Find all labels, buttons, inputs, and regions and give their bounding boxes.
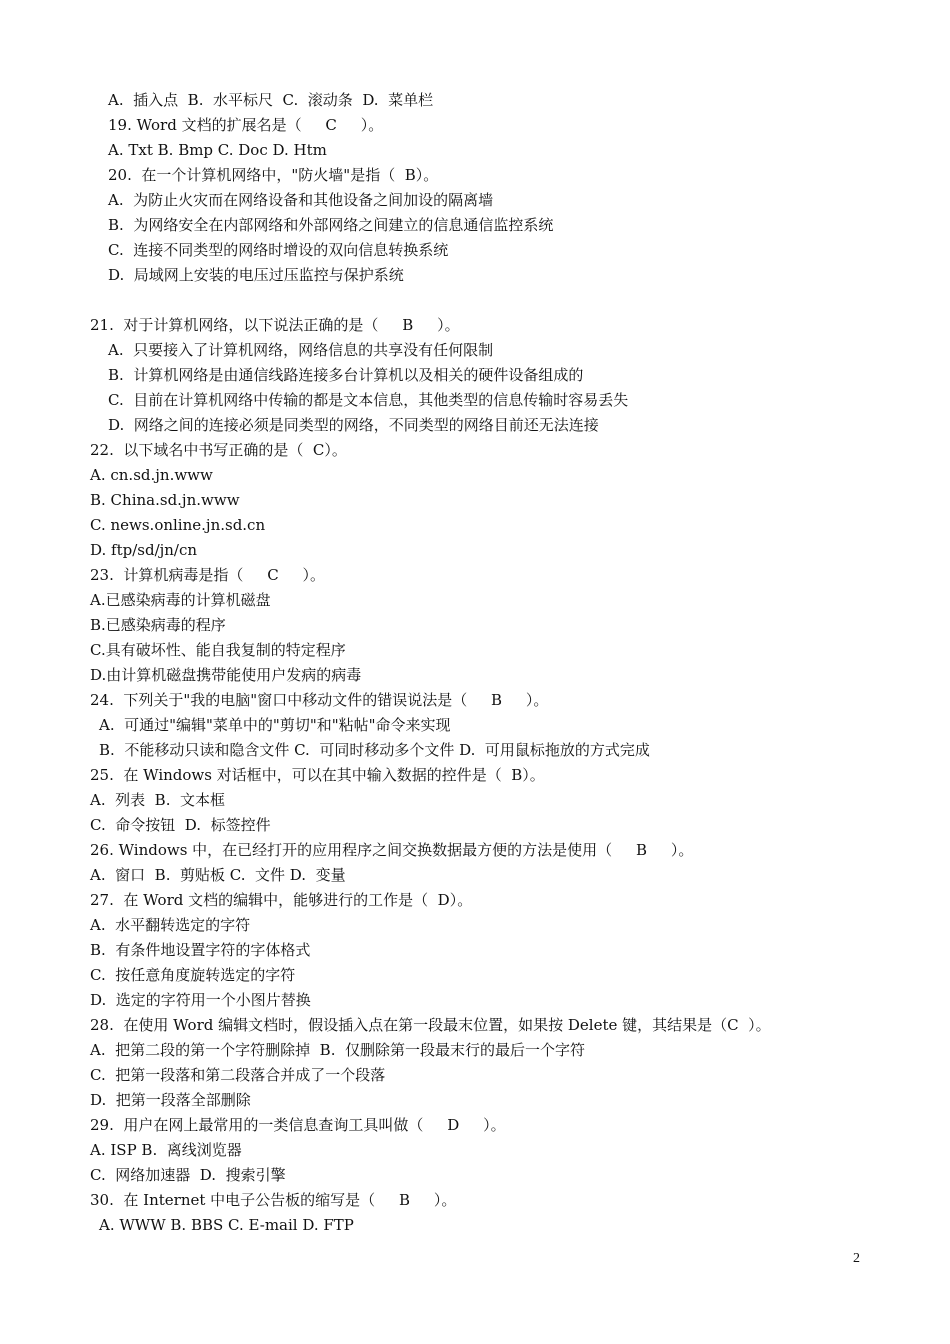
text-line: A. 把第二段的第一个字符删除掉 B. 仅删除第一段最末行的最后一个字符 bbox=[90, 1041, 586, 1059]
text-line: 20. 在一个计算机网络中，"防火墙"是指（ B）。 bbox=[108, 166, 439, 184]
text-line: A. cn.sd.jn.www bbox=[90, 466, 213, 484]
text-line: 19. Word 文档的扩展名是（ C ）。 bbox=[108, 116, 384, 134]
text-line: C. 目前在计算机网络中传输的都是文本信息，其他类型的信息传输时容易丢失 bbox=[108, 391, 629, 409]
text-line: D. 网络之间的连接必须是同类型的网络，不同类型的网络目前还无法连接 bbox=[108, 416, 599, 434]
text-line: A. 窗口 B. 剪贴板 C. 文件 D. 变量 bbox=[90, 866, 346, 884]
text-line: C. 按任意角度旋转选定的字符 bbox=[90, 966, 296, 984]
text-line: 27. 在 Word 文档的编辑中，能够进行的工作是（ D）。 bbox=[90, 891, 473, 909]
text-line: A. 可通过"编辑"菜单中的"剪切"和"粘帖"命令来实现 bbox=[99, 716, 451, 734]
text-line: B. China.sd.jn.www bbox=[90, 491, 240, 509]
text-line: C. 网络加速器 D. 搜索引擎 bbox=[90, 1166, 286, 1184]
text-line: 23. 计算机病毒是指（ C ）。 bbox=[90, 566, 326, 584]
text-line: 29. 用户在网上最常用的一类信息查询工具叫做（ D ）。 bbox=[90, 1116, 506, 1134]
text-line: 30. 在 Internet 中电子公告板的缩写是（ B ）。 bbox=[90, 1191, 457, 1209]
text-line: C.具有破坏性、能自我复制的特定程序 bbox=[90, 641, 346, 659]
text-line: C. 把第一段落和第二段落合并成了一个段落 bbox=[90, 1066, 386, 1084]
text-line: 22. 以下域名中书写正确的是（ C）。 bbox=[90, 441, 347, 459]
text-line: A. ISP B. 离线浏览器 bbox=[90, 1141, 242, 1159]
text-line: C. 连接不同类型的网络时增设的双向信息转换系统 bbox=[108, 241, 449, 259]
text-line: A. 只要接入了计算机网络，网络信息的共享没有任何限制 bbox=[108, 341, 494, 359]
text-line: B. 有条件地设置字符的字体格式 bbox=[90, 941, 311, 959]
text-line: A. 列表 B. 文本框 bbox=[90, 791, 226, 809]
text-line: 21. 对于计算机网络，以下说法正确的是（ B ）。 bbox=[90, 316, 460, 334]
text-line: A. 插入点 B. 水平标尺 C. 滚动条 D. 菜单栏 bbox=[108, 91, 434, 109]
text-line: A.已感染病毒的计算机磁盘 bbox=[90, 591, 271, 609]
text-line: B. 为网络安全在内部网络和外部网络之间建立的信息通信监控系统 bbox=[108, 216, 554, 234]
text-line: C. news.online.jn.sd.cn bbox=[90, 516, 266, 534]
page-number: 2 bbox=[853, 1251, 860, 1266]
text-line: C. 命令按钮 D. 标签控件 bbox=[90, 816, 271, 834]
text-line: A. 为防止火灾而在网络设备和其他设备之间加设的隔离墙 bbox=[108, 191, 494, 209]
text-line: D. 把第一段落全部删除 bbox=[90, 1091, 251, 1109]
text-line: A. WWW B. BBS C. E-mail D. FTP bbox=[99, 1216, 354, 1234]
text-line: B. 不能移动只读和隐含文件 C. 可同时移动多个文件 D. 可用鼠标拖放的方式完成 bbox=[99, 741, 650, 759]
text-line: 26. Windows 中，在已经打开的应用程序之间交换数据最方便的方法是使用（ B ）。 bbox=[90, 841, 694, 859]
text-line: A. 水平翻转选定的字符 bbox=[90, 916, 251, 934]
text-line: 24. 下列关于"我的电脑"窗口中移动文件的错误说法是（ B ）。 bbox=[90, 691, 549, 709]
text-line: D. 局域网上安装的电压过压监控与保护系统 bbox=[108, 266, 404, 284]
text-line: D.由计算机磁盘携带能使用户发病的病毒 bbox=[90, 666, 362, 684]
text-line: 25. 在 Windows 对话框中，可以在其中输入数据的控件是（ B）。 bbox=[90, 766, 545, 784]
text-line: B. 计算机网络是由通信线路连接多台计算机以及相关的硬件设备组成的 bbox=[108, 366, 584, 384]
text-line: A. Txt B. Bmp C. Doc D. Htm bbox=[108, 141, 327, 159]
text-line: 28. 在使用 Word 编辑文档时，假设插入点在第一段最末位置，如果按 Delete 键，其结果是（C ）。 bbox=[90, 1016, 771, 1034]
text-line: D. 选定的字符用一个小图片替换 bbox=[90, 991, 311, 1009]
text-line: B.已感染病毒的程序 bbox=[90, 616, 226, 634]
text-line: D. ftp/sd/jn/cn bbox=[90, 541, 198, 559]
